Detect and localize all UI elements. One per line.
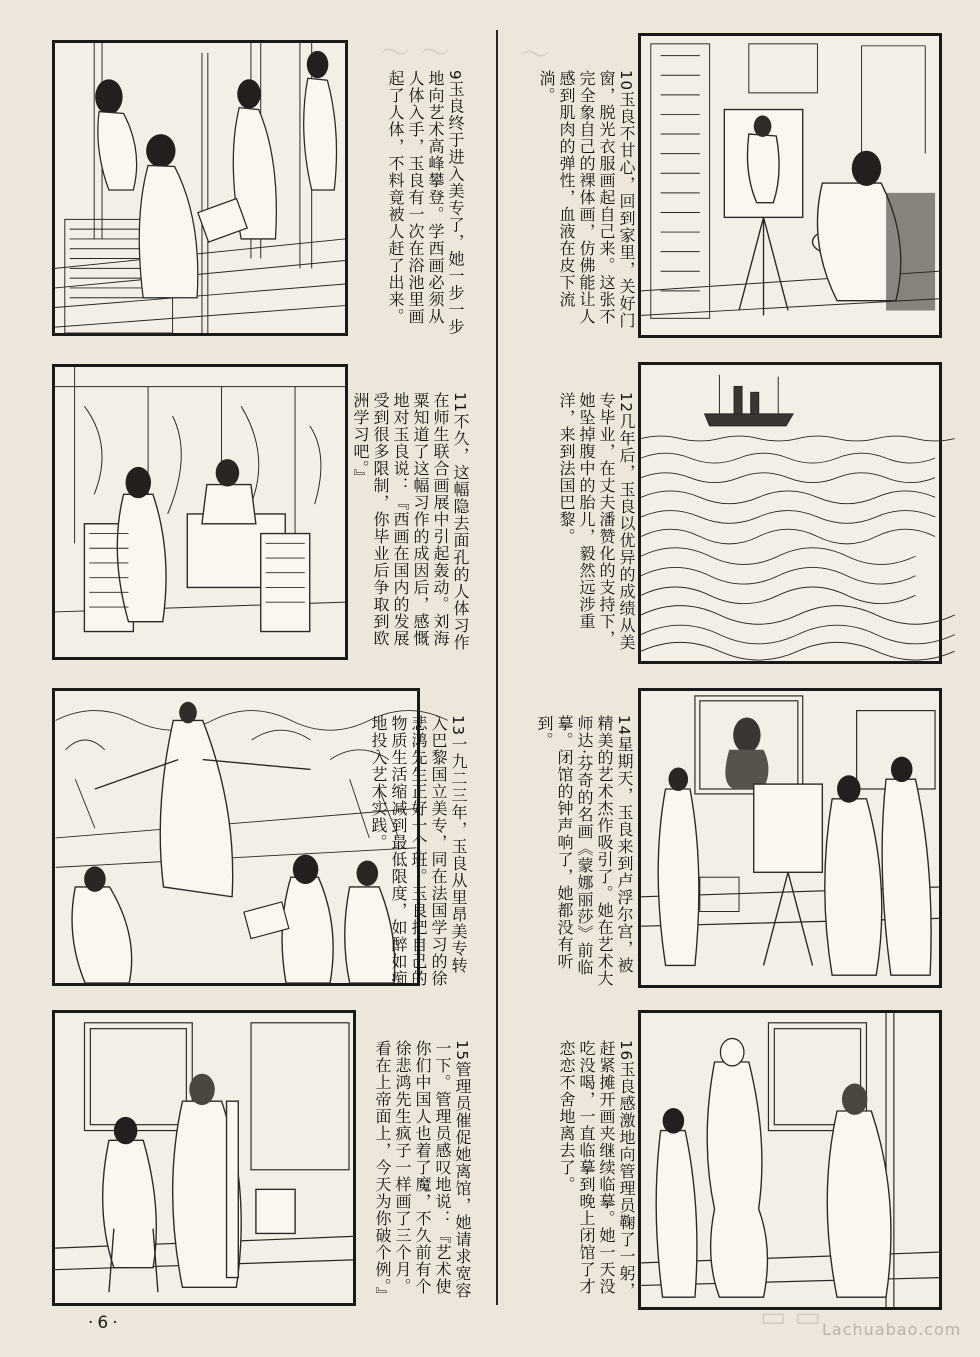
sculpture-garden-icon xyxy=(55,691,417,983)
panel-11-illustration xyxy=(52,364,348,660)
watermark-logo: ▭▭ xyxy=(760,1300,829,1333)
caption-text: 管理员催促她离馆，她请求宽容一下。管理员感叹地说：『艺术使你们中国人也着了魔，不久前有个徐悲鸿先生疯子一样画了三个月。看在上帝面上，今天为你破个例。』 xyxy=(373,1040,472,1304)
panel-10-illustration xyxy=(638,33,942,338)
caption-text: 不久，这幅隐去面孔的人体习作在师生联合画展中引起轰动。刘海粟知道了这幅习作的成因后，感慨地对玉良说：『西画在国内的发展受到很多限制，你毕业后争取到欧洲学习吧。』 xyxy=(351,392,470,652)
panel-11-caption xyxy=(352,392,470,662)
panel-9-caption xyxy=(355,70,465,340)
bleed-through-art: ～ xyxy=(520,38,560,73)
panel-12-caption xyxy=(550,392,636,662)
caption-text: 玉良不甘心，回到家里，关好门窗，脱光衣服画起自己来。这张不完全象自己的裸体画，仿佛能让人感到肌肉的弹性，血液在皮下流淌。 xyxy=(537,70,636,330)
office-conversation-icon xyxy=(55,367,345,657)
caption-text: 星期天，玉良来到卢浮尔宫，被精美的艺术杰作吸引了。她在艺术大师达·芬奇的名画《蒙娜丽莎》前临摹。闭馆的钟声响了，她都没有听到。 xyxy=(535,715,634,987)
panel-number: 10 xyxy=(617,70,635,92)
bathhouse-women-icon xyxy=(55,43,345,333)
caption-text: 玉良终于进入美专了，她一步一步地向艺术高峰攀登。学西画必须从人体入手，玉良有一次在浴池里画起了人体，不料竟被人赶了出来。 xyxy=(386,70,465,336)
panel-number: 16 xyxy=(617,1040,635,1062)
panel-13-illustration xyxy=(52,688,420,986)
panel-14-caption xyxy=(535,715,634,987)
self-portrait-easel-icon xyxy=(641,36,939,335)
panel-15-caption xyxy=(360,1040,472,1310)
panel-16-illustration xyxy=(638,1010,942,1310)
panel-number: 13 xyxy=(449,715,467,737)
column-divider xyxy=(496,30,498,1305)
bleed-through-art: ～～ xyxy=(380,36,460,71)
panel-10-caption xyxy=(537,70,636,340)
museum-guard-icon xyxy=(55,1013,353,1303)
panel-15-illustration xyxy=(52,1010,356,1306)
caption-text: 一九二三年，玉良从里昂美专转入巴黎国立美专，同在法国学习的徐悲鸿先生正好一个班。玉良把自己的物质生活缩减到最低限度，如醉如痴地投入艺术实践。 xyxy=(369,715,468,987)
caption-text: 玉良感激地向管理员鞠了一躬，赶紧摊开画夹继续临摹。她一天没吃没喝，一直临摹到晚上闭馆了才恋恋不舍地离去了。 xyxy=(557,1040,636,1300)
panel-13-caption xyxy=(368,715,468,987)
panel-number: 9 xyxy=(446,70,464,81)
panel-14-illustration xyxy=(638,688,942,988)
panel-number: 14 xyxy=(615,715,633,737)
watermark-text: Lachuabao.com xyxy=(822,1320,962,1339)
ocean-steamship-icon xyxy=(641,365,939,661)
louvre-mona-lisa-icon xyxy=(641,691,939,985)
caption-text: 几年后，玉良以优异的成绩从美专毕业，在丈夫潘赞化的支持下，她坠掉腹中的胎儿，毅然远涉重洋，来到法国巴黎。 xyxy=(557,392,636,652)
page-number: ·6· xyxy=(88,1313,122,1333)
venus-statue-icon xyxy=(641,1013,939,1307)
panel-number: 11 xyxy=(451,392,469,414)
panel-9-illustration xyxy=(52,40,348,336)
panel-number: 12 xyxy=(617,392,635,414)
panel-12-illustration xyxy=(638,362,942,664)
panel-16-caption xyxy=(552,1040,636,1310)
panel-number: 15 xyxy=(453,1040,471,1062)
